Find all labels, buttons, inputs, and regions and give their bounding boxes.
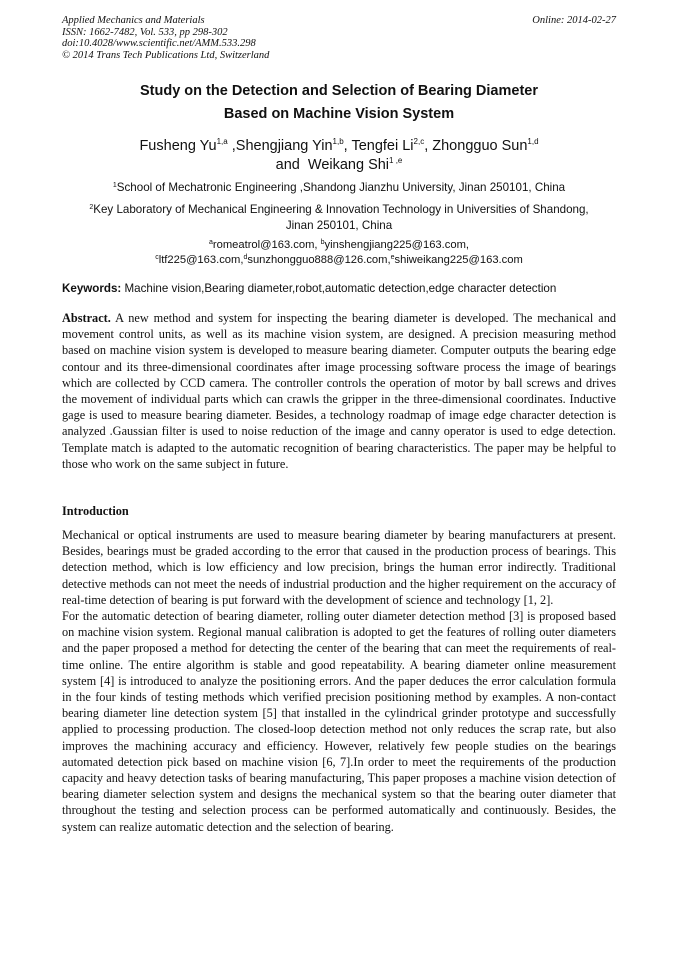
author-and: and: [275, 157, 300, 173]
affiliation-text: Key Laboratory of Mechanical Engineering & Innovation Technology in Universities of Shandong,: [93, 203, 589, 216]
journal-name: Applied Mechanics and Materials: [62, 15, 205, 26]
affiliation-2-line-2: Jinan 250101, China: [285, 218, 393, 232]
doi-line: doi:10.4028/www.scientific.net/AMM.533.298: [62, 38, 256, 49]
author-separator: ,: [343, 138, 348, 154]
author-separator: ,: [424, 138, 433, 154]
author-line-1: [62, 137, 616, 156]
author-superscript: 1,a: [216, 137, 228, 146]
title-line-1: Study on the Detection and Selection of Bearing Diameter: [139, 83, 538, 99]
author-line-2: [62, 156, 616, 175]
author-name: Weikang Shi: [307, 157, 390, 173]
email-address: ltf225@163.com,: [158, 254, 244, 266]
paper-title: [62, 80, 616, 126]
author-list: [62, 137, 616, 175]
section-heading-introduction: Introduction: [62, 504, 129, 518]
author-superscript: 1,b: [332, 137, 344, 146]
introduction-paragraph-2: For the automatic detection of bearing diameter, rolling outer diameter detection method [3] is proposed based on machine vision system. Regional manual calibration is adopted to get the features of rolling outer diameters and the paper proposed a method for detecting the center of the bearing that can meet the requirements of real-time online. The entire algorithm is stable and good repeatability. A bearing diameter online measurement system [4] is introduced to analyze the positioning errors. And the paper deduces the error calculation formula in the four kinds of testing methods which verified precision positioning method by examples. A non-contact bearing diameter line detection system [5] that installed in the cylindrical grinder prototype and successfully applied to processing production. The closed-loop detection method not only reduces the scrap rate, but also improves the machining accuracy and efficiency. However, relatively few people studies on the bearings automated detection pick based on machine vision [6, 7].In order to meet the requirements of the production capacity and heavy detection tasks of bearing manufacturing, This paper proposes a machine vision detection of bearing diameter selection system and designs the mechanical system so that the bearing outer diameter that throughout the testing and selection process can be performed automatically and continuously. Besides, the system can realize automatic detection and the selection of bearing.: [62, 609, 616, 834]
abstract-paragraph: [62, 310, 616, 472]
email-superscript: a: [208, 239, 213, 246]
author-name: Tengfei Li: [347, 138, 414, 154]
online-date: Online: 2014-02-27: [532, 15, 616, 26]
author-name: Shengjiang Yin: [235, 138, 333, 154]
affiliation-text: School of Mechatronic Engineering ,Shandong Jianzhu University, Jinan 250101, China: [116, 181, 566, 194]
author-name: Fusheng Yu: [139, 138, 217, 154]
email-line-2: [62, 253, 616, 268]
email-address: romeatrol@163.com,: [212, 239, 321, 251]
affiliation-superscript: 1: [112, 182, 117, 189]
author-superscript: 2,c: [413, 137, 425, 146]
introduction-paragraph-1: Mechanical or optical instruments are used to measure bearing diameter by bearing manufacturers at present. Besides, bearings must be graded according to the error that caused in the production process of bearings. This detection method, which is low efficiency and low precision, brings the human error indirectly. Traditional detective methods can not meet the needs of industrial production and the higher requirement on the accuracy of real-time detection of bearing is put forward with the development of science and technology [1, 2].: [62, 528, 616, 607]
email-address: yinshengjiang225@163.com,: [324, 239, 469, 251]
keywords-label: Keywords:: [62, 282, 122, 295]
title-line-2: Based on Machine Vision System: [223, 106, 455, 122]
email-address: sunzhongguo888@126.com,: [247, 254, 391, 266]
affiliation-2-line-1: [62, 202, 616, 218]
issn-line: ISSN: 1662-7482, Vol. 533, pp 298-302: [62, 26, 228, 38]
affiliation-1: [62, 180, 616, 196]
journal-header: [62, 15, 616, 61]
author-superscript: 1 ,e: [389, 156, 403, 165]
email-superscript: c: [155, 254, 159, 261]
affiliation-superscript: 2: [89, 204, 94, 211]
email-superscript: b: [320, 239, 325, 246]
copyright-line: © 2014 Trans Tech Publications Ltd, Switzerland: [62, 49, 270, 61]
email-line-1: [62, 238, 616, 253]
keywords-line: [62, 281, 616, 296]
email-superscript: d: [243, 254, 248, 261]
email-superscript: e: [390, 254, 395, 261]
keywords-text: Machine vision,Bearing diameter,robot,automatic detection,edge character detection: [121, 282, 557, 295]
author-name: Zhongguo Sun: [432, 138, 528, 154]
abstract-label: Abstract.: [62, 311, 111, 325]
author-superscript: 1,d: [527, 137, 539, 146]
introduction-body: [62, 527, 616, 835]
author-separator: ,: [227, 138, 236, 154]
email-list: [62, 238, 616, 268]
affiliation-2: [62, 202, 616, 233]
email-address: shiweikang225@163.com: [394, 254, 523, 266]
abstract-text: A new method and system for inspecting the bearing diameter is developed. The mechanical and movement control units, as well as its machine vision system, are designed. A precision measuring method based on machine vision system is developed to measure bearing diameter. Computer outputs the bearing edge contour and its three-dimensional coordinates after image processing software process the image of bearings which are collected by CCD camera. The controller controls the operation of motor by ball screws and drives the movement of individual parts which can crawls the gripper in the three-dimensional coordinates. Inductive gage is used to measure bearing diameter. Besides, a technology roadmap of image edge character detection is analyzed .Gaussian filter is used to noise reduction of the image and canny operator is used to edge detection. Template match is adapted to the automatic recognition of bearing characteristics. The paper may be helpful to those who work on the same subject in future.: [62, 311, 616, 471]
